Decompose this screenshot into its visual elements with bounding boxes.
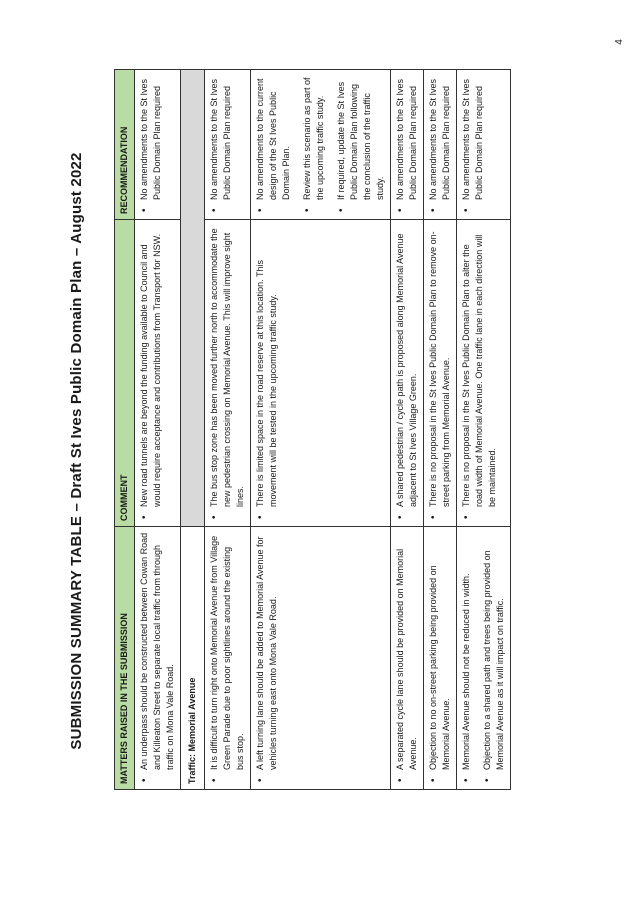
table-row bbox=[457, 70, 511, 790]
matters-cell bbox=[135, 527, 181, 790]
comment-cell bbox=[457, 220, 511, 527]
recommendation-cell bbox=[457, 70, 511, 220]
table-header-row bbox=[115, 70, 135, 790]
comment-item: • There is no proposal in the St Ives Public Domain Plan to remove on-street parking from Memorial Avenue. bbox=[427, 225, 453, 507]
matters-cell bbox=[424, 527, 457, 790]
matters-cell bbox=[205, 527, 251, 790]
section-label: Traffic: Memorial Avenue bbox=[181, 527, 205, 790]
matters-item: • A separated cycle lane should be provided on Memorial Avenue. bbox=[394, 532, 420, 770]
recommendation-item: • No amendments to the St Ives Public Domain Plan required bbox=[208, 75, 234, 200]
comment-cell bbox=[251, 220, 391, 527]
page-title: SUBMISSION SUMMARY TABLE – Draft St Ives Public Domain Plan – August 2022 bbox=[68, 152, 85, 750]
comment-item: • New road tunnels are beyond the funding available to Council and would require acceptance and contributions from Transport for NSW. bbox=[138, 225, 164, 507]
recommendation-item: • If required, update the St Ives Public Domain Plan following the conclusion of the traffic study. bbox=[335, 75, 387, 200]
recommendation-item: • Review this scenario as part of the upcoming traffic study. bbox=[301, 75, 327, 200]
table-row bbox=[205, 70, 251, 790]
page-number: 4 bbox=[614, 39, 625, 45]
matters-item: • Memorial Avenue should not be reduced in width. bbox=[460, 532, 473, 770]
table-row bbox=[251, 70, 391, 790]
recommendation-cell bbox=[424, 70, 457, 220]
recommendation-item: • No amendments to the St Ives Public Domain Plan required bbox=[427, 75, 453, 200]
recommendation-cell bbox=[391, 70, 424, 220]
recommendation-item: • No amendments to the St Ives Public Domain Plan required bbox=[460, 75, 486, 200]
comment-cell bbox=[391, 220, 424, 527]
comment-item: • There is no proposal in the St Ives Public Domain Plan to alter the road width of Memorial Avenue. One traffic lane in each direction will be maintained. bbox=[460, 225, 499, 507]
matters-item: • An underpass should be constructed between Cowan Road and Killeaton Street to separate local traffic from through traffic on Mona Vale Road. bbox=[138, 532, 177, 770]
header-comment: COMMENT bbox=[115, 220, 135, 527]
table-body bbox=[135, 70, 511, 790]
matters-item: • A left turning lane should be added to Memorial Avenue for vehicles turning east onto Mona Vale Road. bbox=[254, 532, 280, 770]
comment-item: • A shared pedestrian / cycle path is proposed along Memorial Avenue adjacent to St Ives Village Green. bbox=[394, 225, 420, 507]
recommendation-cell bbox=[251, 70, 391, 220]
comment-cell bbox=[135, 220, 181, 527]
table-row bbox=[424, 70, 457, 790]
matters-cell bbox=[251, 527, 391, 790]
comment-item: • There is limited space in the road reserve at this location. This movement will be tested in the upcoming traffic study. bbox=[254, 225, 280, 507]
recommendation-cell bbox=[205, 70, 251, 220]
matters-cell bbox=[391, 527, 424, 790]
recommendation-item: • No amendments to the St Ives Public Domain Plan required bbox=[394, 75, 420, 200]
section-row-traffic-memorial-avenue bbox=[181, 70, 205, 790]
table-row bbox=[135, 70, 181, 790]
matters-item: • It is difficult to turn right onto Memorial Avenue from Village Green Parade due to poor sightlines around the existing bus stop. bbox=[208, 532, 247, 770]
header-matters: MATTERS RAISED IN THE SUBMISSION bbox=[115, 527, 135, 790]
recommendation-cell bbox=[135, 70, 181, 220]
matters-item: • Objection to a shared path and trees being provided on Memorial Avenue as it will impact on traffic. bbox=[481, 532, 507, 770]
section-fill bbox=[181, 70, 205, 527]
recommendation-item: • No amendments to the current design of the St Ives Public Domain Plan. bbox=[254, 75, 293, 200]
table-row bbox=[391, 70, 424, 790]
comment-item: • The bus stop zone has been moved further north to accommodate the new pedestrian crossing on Memorial Avenue. This will improve sight lines. bbox=[208, 225, 247, 507]
header-recommendation: RECOMMENDATION bbox=[115, 70, 135, 220]
matters-item: • Objection to no on-street parking being provided on Memorial Avenue. bbox=[427, 532, 453, 770]
recommendation-item: • No amendments to the St Ives Public Domain Plan required bbox=[138, 75, 164, 200]
comment-cell bbox=[424, 220, 457, 527]
submission-summary-table bbox=[114, 69, 511, 790]
matters-cell bbox=[457, 527, 511, 790]
comment-cell bbox=[205, 220, 251, 527]
